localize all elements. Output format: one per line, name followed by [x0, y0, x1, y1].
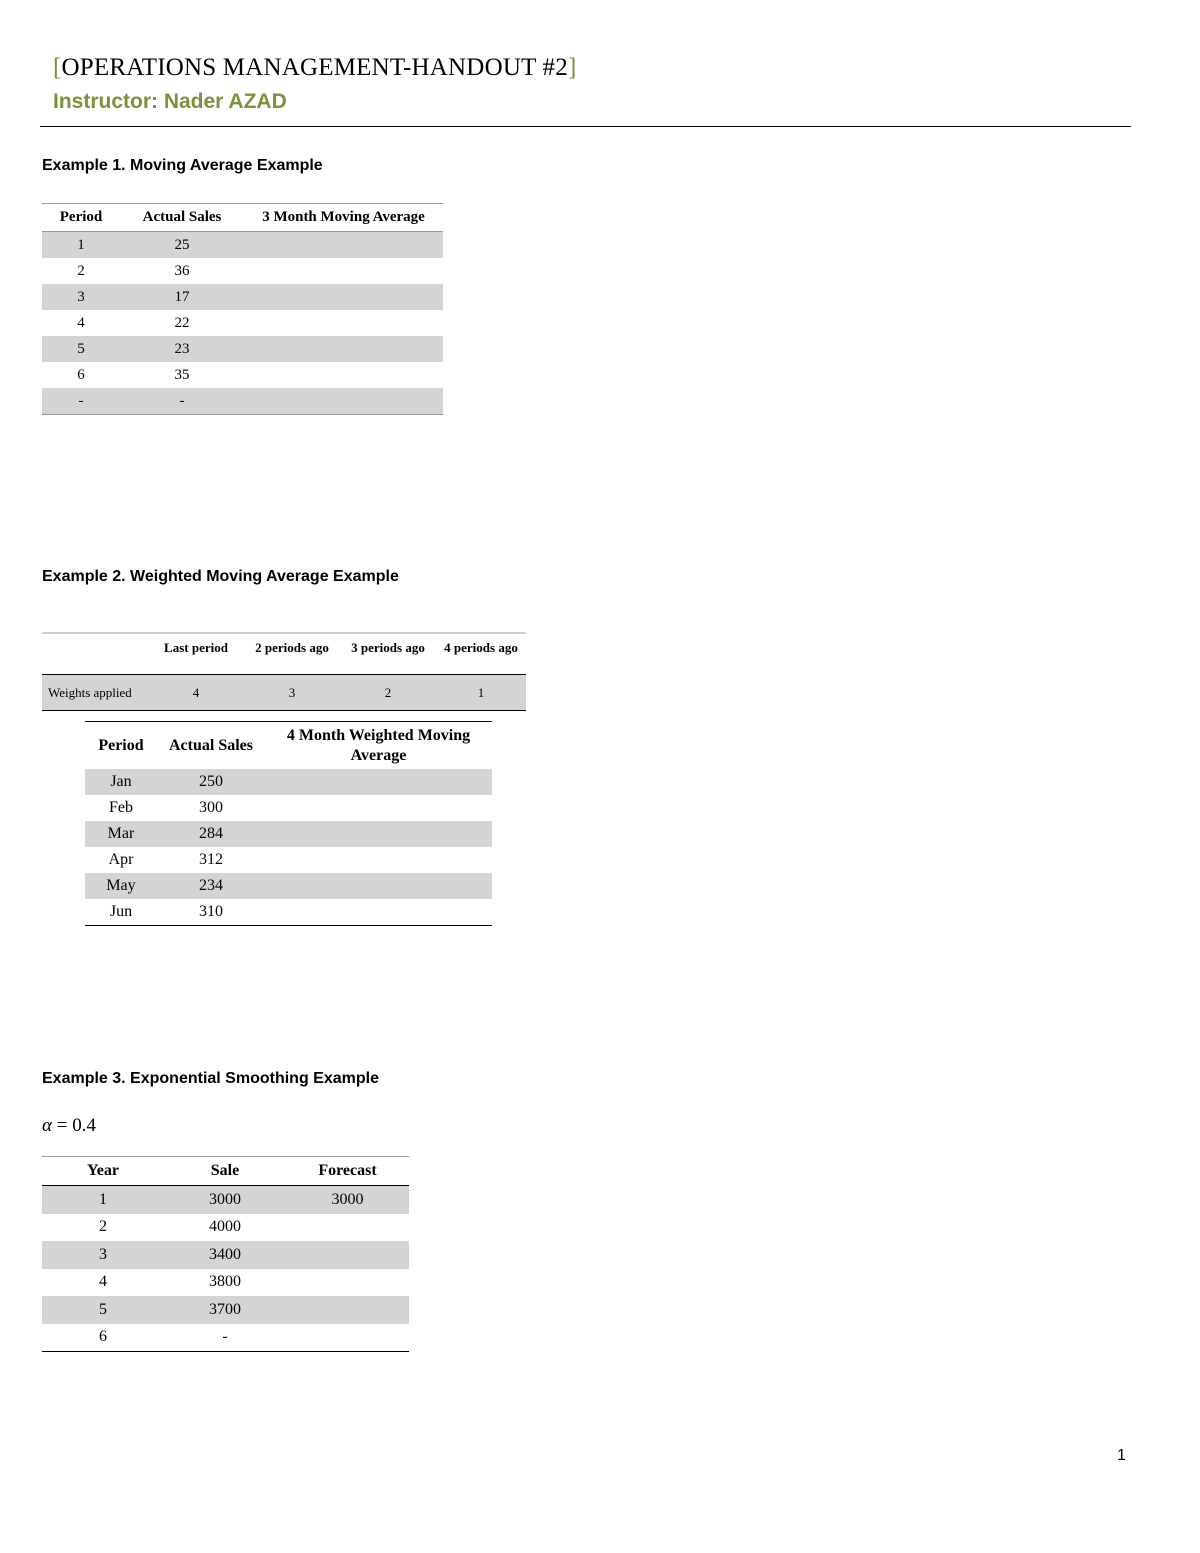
table-row — [42, 362, 443, 388]
table-cell — [244, 258, 443, 284]
table-cell: Mar — [85, 821, 157, 847]
table-cell: 3000 — [286, 1186, 409, 1214]
table-cell — [244, 284, 443, 310]
table-row — [42, 1324, 409, 1352]
column-header: 3 Month Moving Average — [244, 204, 443, 232]
example3-heading: Example 3. Exponential Smoothing Example — [42, 1070, 379, 1087]
table-cell: 312 — [199, 851, 223, 868]
table-cell — [286, 1269, 409, 1297]
table-cell: 25 — [120, 232, 244, 259]
column-header: 2 periods ago — [255, 640, 329, 655]
table-cell — [265, 769, 492, 795]
table-cell — [286, 1214, 409, 1242]
table-cell — [244, 310, 443, 336]
header-divider — [40, 126, 1131, 127]
alpha-equation — [42, 1115, 96, 1137]
table-cell: 1 — [436, 675, 526, 711]
weighted-moving-average-table — [85, 721, 492, 926]
table-row — [42, 388, 443, 415]
title-bracket-open: [ — [53, 54, 62, 81]
table-row — [42, 232, 443, 259]
table-cell: 250 — [157, 769, 265, 795]
table-cell: 234 — [157, 873, 265, 899]
table-cell: 3000 — [164, 1186, 286, 1214]
table-cell: 5 — [42, 336, 120, 362]
table-cell — [286, 1296, 409, 1324]
column-header: Actual Sales — [120, 204, 244, 232]
column-header: Period — [98, 736, 144, 754]
column-header: Last period — [164, 640, 228, 655]
column-header: 4 periods ago — [444, 640, 518, 655]
table-cell: 6 — [99, 1328, 107, 1346]
table-cell: 35 — [174, 366, 190, 383]
table-header-row — [42, 633, 526, 662]
table-cell: 3800 — [209, 1273, 241, 1291]
moving-average-table — [42, 203, 443, 415]
table-cell: - — [222, 1328, 228, 1346]
table-cell: 3 — [42, 284, 120, 310]
table-cell — [265, 821, 492, 847]
table-row — [85, 821, 492, 847]
table-cell: May — [85, 873, 157, 899]
table-cell: 4 — [148, 675, 244, 711]
column-header — [42, 633, 148, 662]
table-row — [85, 847, 492, 873]
table-row — [85, 795, 492, 821]
table-cell: Jun — [109, 903, 133, 920]
table-cell: Jan — [85, 769, 157, 795]
table-cell: 310 — [199, 903, 223, 920]
column-header: Period — [42, 204, 120, 232]
table-cell: 2 — [77, 262, 85, 279]
table-row — [42, 310, 443, 336]
table-row — [42, 284, 443, 310]
table-row — [42, 675, 526, 711]
table-header-row — [85, 722, 492, 770]
table-cell — [244, 232, 443, 259]
table-cell: Feb — [109, 799, 133, 816]
table-cell: - — [42, 388, 120, 415]
table-cell: 2 — [99, 1218, 107, 1236]
table-header-row — [42, 204, 443, 232]
column-header: Sale — [164, 1157, 286, 1186]
weights-table — [42, 632, 526, 711]
alpha-symbol: α — [42, 1115, 52, 1136]
table-cell — [265, 899, 492, 926]
column-header: Forecast — [286, 1157, 409, 1186]
table-cell: 5 — [42, 1296, 164, 1324]
table-row — [85, 873, 492, 899]
table-row — [42, 1186, 409, 1214]
example1-heading: Example 1. Moving Average Example — [42, 157, 323, 174]
table-cell: 2 — [340, 675, 436, 711]
table-cell: Weights applied — [42, 675, 148, 711]
table-cell: 284 — [157, 821, 265, 847]
table-row — [85, 769, 492, 795]
table-cell: 1 — [42, 1186, 164, 1214]
table-cell: 6 — [77, 366, 85, 383]
table-row — [85, 899, 492, 926]
title-text: OPERATIONS MANAGEMENT-HANDOUT #2 — [61, 54, 568, 81]
table-cell — [265, 847, 492, 873]
column-header: 3 periods ago — [351, 640, 425, 655]
table-cell: 3700 — [164, 1296, 286, 1324]
column-header: 4 Month Weighted Moving Average — [286, 726, 471, 764]
table-cell: 4 — [77, 314, 85, 331]
table-cell: 36 — [174, 262, 190, 279]
table-row — [42, 1269, 409, 1297]
table-cell — [286, 1241, 409, 1269]
table-cell: 3 — [244, 675, 340, 711]
alpha-value: = 0.4 — [51, 1115, 96, 1136]
table-cell — [244, 388, 443, 415]
table-cell: - — [120, 388, 244, 415]
column-header: Year — [42, 1157, 164, 1186]
table-cell: 23 — [120, 336, 244, 362]
table-row — [42, 1214, 409, 1242]
table-cell: 1 — [42, 232, 120, 259]
table-cell: 22 — [174, 314, 190, 331]
table-row — [42, 258, 443, 284]
table-cell: 300 — [199, 799, 223, 816]
table-row — [42, 1241, 409, 1269]
table-row — [42, 1296, 409, 1324]
page-number: 1 — [1117, 1447, 1126, 1464]
table-cell: 3 — [42, 1241, 164, 1269]
column-header: Actual Sales — [169, 736, 253, 754]
table-row — [42, 336, 443, 362]
table-cell — [244, 336, 443, 362]
table-spacer-row — [42, 662, 526, 675]
table-header-row — [42, 1157, 409, 1186]
exponential-smoothing-table — [42, 1156, 409, 1352]
table-cell: 4000 — [209, 1218, 241, 1236]
table-cell: 3400 — [164, 1241, 286, 1269]
table-cell: 17 — [120, 284, 244, 310]
table-cell: 4 — [99, 1273, 107, 1291]
table-cell — [244, 362, 443, 388]
table-cell — [265, 873, 492, 899]
instructor-line: Instructor: Nader AZAD — [53, 90, 287, 113]
table-cell — [286, 1324, 409, 1352]
document-title — [53, 54, 576, 82]
table-cell: Apr — [108, 851, 134, 868]
title-bracket-close: ] — [567, 54, 577, 81]
table-cell — [265, 795, 492, 821]
example2-heading: Example 2. Weighted Moving Average Example — [42, 568, 399, 585]
